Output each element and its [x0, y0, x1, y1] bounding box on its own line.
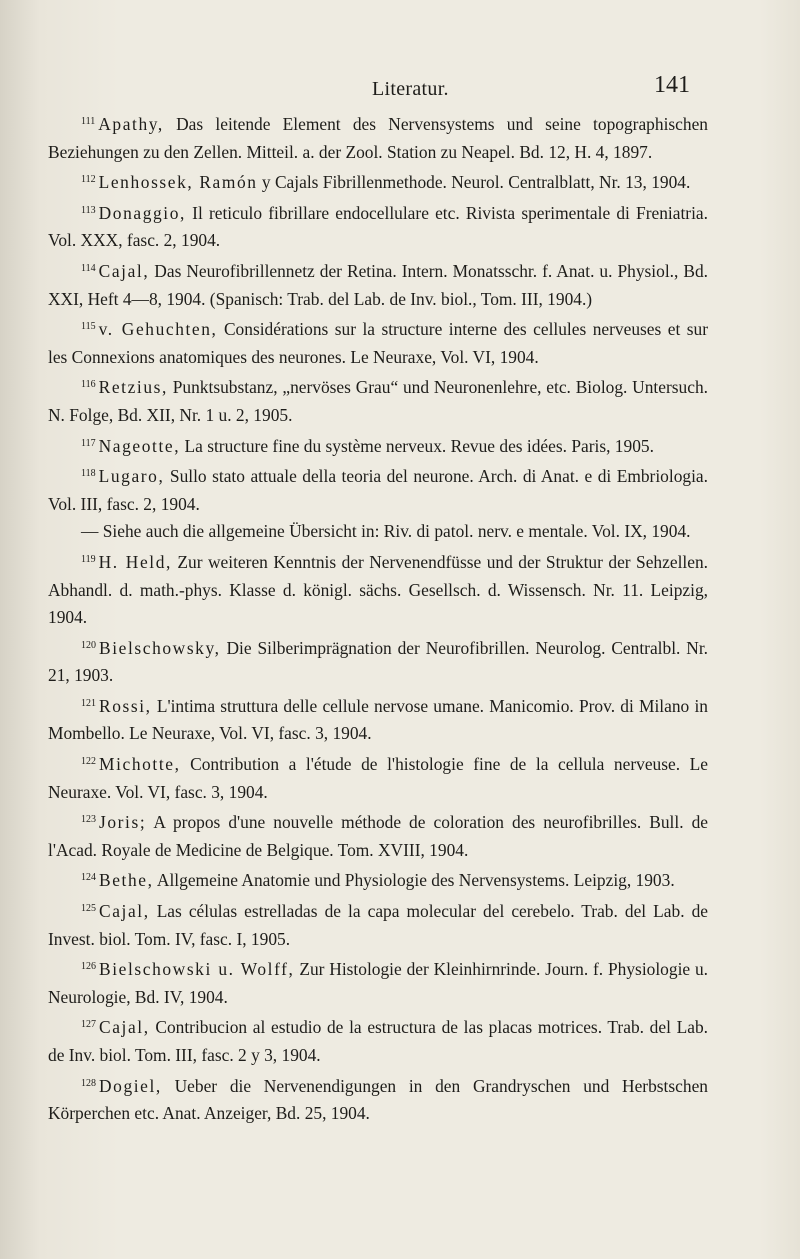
reference-author: Cajal,	[99, 1017, 150, 1038]
reference-item	[48, 748, 708, 806]
reference-text: Contribution a l'étude de l'histologie fine de la cellula nerveuse. Le Neuraxe. Vol. VI, fasc. 3, 1904.	[48, 754, 708, 802]
reference-item	[48, 806, 708, 864]
reference-number: 125	[81, 903, 96, 915]
reference-item	[48, 690, 708, 748]
reference-author: Cajal,	[98, 260, 150, 281]
reference-item	[48, 864, 708, 895]
reference-number: 128	[81, 1077, 96, 1089]
reference-item	[48, 895, 708, 953]
reference-author: Michotte,	[99, 754, 181, 775]
reference-author: H. Held,	[98, 551, 172, 572]
reference-text: — Siehe auch die allgemeine Übersicht in: Riv. di patol. nerv. e mentale. Vol. IX, 1904.	[81, 521, 691, 542]
reference-item	[48, 460, 708, 518]
reference-text: Considérations sur la structure interne des cellules nerveuses et sur les Connexions anatomiques des neurones. Le Neuraxe, Vol. VI, 1904.	[48, 319, 708, 367]
reference-author: Bielschowsky,	[99, 637, 221, 658]
reference-text: A propos d'une nouvelle méthode de coloration des neurofibrilles. Bull. de l'Acad. Royale de Medicine de Belgique. Tom. XVIII, 1904.	[48, 812, 708, 860]
reference-author: Cajal,	[99, 901, 150, 922]
reference-number: 121	[81, 697, 96, 709]
reference-number: 119	[81, 553, 96, 565]
reference-number: 122	[81, 756, 96, 768]
reference-text: Zur weiteren Kenntnis der Nervenendfüsse und der Struktur der Sehzellen. Abhandl. d. math.-phys. Klasse d. königl. sächs. Gesellsch. d. Wissensch. Nr. 11. Leipzig, 1904.	[48, 551, 708, 628]
reference-text: y Cajals Fibrillenmethode. Neurol. Centralblatt, Nr. 13, 1904.	[257, 172, 691, 193]
reference-item	[48, 518, 708, 546]
running-title: Literatur.	[372, 78, 449, 100]
reference-text: Punktsubstanz, „nervöses Grau“ und Neuronenlehre, etc. Biolog. Untersuch. N. Folge, Bd. XII, Nr. 1 u. 2, 1905.	[48, 377, 708, 425]
reference-author: Bethe,	[99, 870, 154, 891]
reference-number: 118	[81, 468, 96, 480]
reference-number: 124	[81, 872, 96, 884]
reference-author: Retzius,	[98, 377, 168, 398]
reference-author: Donaggio,	[98, 202, 186, 223]
reference-number: 111	[81, 116, 96, 127]
reference-item	[48, 166, 708, 197]
reference-author: Rossi,	[99, 695, 152, 716]
reference-author: Joris;	[99, 812, 147, 833]
reference-list	[48, 108, 708, 1128]
reference-author: Bielschowski u. Wolff,	[99, 959, 295, 980]
reference-number: 112	[81, 174, 96, 186]
reference-number: 114	[81, 262, 96, 274]
reference-text: L'intima struttura delle cellule nervose umane. Manicomio. Prov. di Milano in Mombello. Le Neuraxe, Vol. VI, fasc. 3, 1904.	[48, 695, 708, 744]
reference-number: 113	[81, 204, 96, 216]
reference-number: 115	[81, 321, 96, 333]
reference-number: 126	[81, 961, 96, 973]
reference-item	[48, 953, 708, 1011]
reference-text: Las células estrelladas de la capa molecular del cerebelo. Trab. del Lab. de Invest. biol. Tom. IV, fasc. I, 1905.	[48, 901, 708, 949]
reference-item	[48, 632, 708, 690]
reference-text: Il reticulo fibrillare endocellulare etc. Rivista sperimentale di Freniatria. Vol. XXX, fasc. 2, 1904.	[48, 202, 708, 251]
reference-author: Nageotte,	[98, 435, 181, 456]
reference-text: Contribucion al estudio de la estructura de las placas motrices. Trab. del Lab. de Inv. biol. Tom. III, fasc. 2 y 3, 1904.	[48, 1017, 708, 1065]
reference-text: Ueber die Nervenendigungen in den Grandryschen und Herbstschen Körperchen etc. Anat. Anzeiger, Bd. 25, 1904.	[48, 1075, 708, 1124]
reference-author: Dogiel,	[99, 1075, 162, 1096]
reference-number: 123	[81, 814, 96, 826]
reference-item	[48, 546, 708, 632]
reference-text: Das Neurofibrillennetz der Retina. Intern. Monatsschr. f. Anat. u. Physiol., Bd. XXI, Heft 4—8, 1904. (Spanisch: Trab. del Lab. de Inv. biol., Tom. III, 1904.)	[48, 260, 708, 309]
reference-number: 116	[81, 379, 96, 391]
reference-author: Lugaro,	[98, 466, 165, 487]
reference-item	[48, 108, 708, 166]
reference-author: v. Gehuchten,	[98, 319, 218, 340]
reference-number: 120	[81, 639, 96, 651]
reference-text: Die Silberimprägnation der Neurofibrillen. Neurolog. Centralbl. Nr. 21, 1903.	[48, 637, 708, 686]
reference-text: Zur Histologie der Kleinhirnrinde. Journ. f. Physiologie u. Neurologie, Bd. IV, 1904.	[48, 959, 708, 1007]
reference-text: Sullo stato attuale della teoria del neurone. Arch. di Anat. e di Embriologia. Vol. III, fasc. 2, 1904.	[48, 466, 708, 514]
page-number: 141	[654, 72, 690, 98]
reference-number: 117	[81, 437, 96, 449]
reference-item	[48, 313, 708, 371]
reference-item	[48, 1070, 708, 1128]
reference-text: La structure fine du système nerveux. Revue des idées. Paris, 1905.	[180, 435, 654, 456]
reference-item	[48, 197, 708, 255]
reference-item	[48, 371, 708, 429]
reference-author: Lenhossek, Ramón	[98, 172, 258, 193]
reference-item	[48, 430, 708, 461]
reference-number: 127	[81, 1019, 96, 1031]
page-header	[0, 58, 800, 98]
reference-text: Allgemeine Anatomie und Physiologie des Nervensystems. Leipzig, 1903.	[153, 870, 675, 891]
reference-author: Apathy,	[98, 114, 164, 134]
reference-item	[48, 1011, 708, 1069]
reference-text: Das leitende Element des Nervensystems und seine topographischen Beziehungen zu den Zellen. Mitteil. a. der Zool. Station zu Neapel. Bd. 12, H. 4, 1897.	[48, 114, 708, 162]
reference-item	[48, 255, 708, 313]
